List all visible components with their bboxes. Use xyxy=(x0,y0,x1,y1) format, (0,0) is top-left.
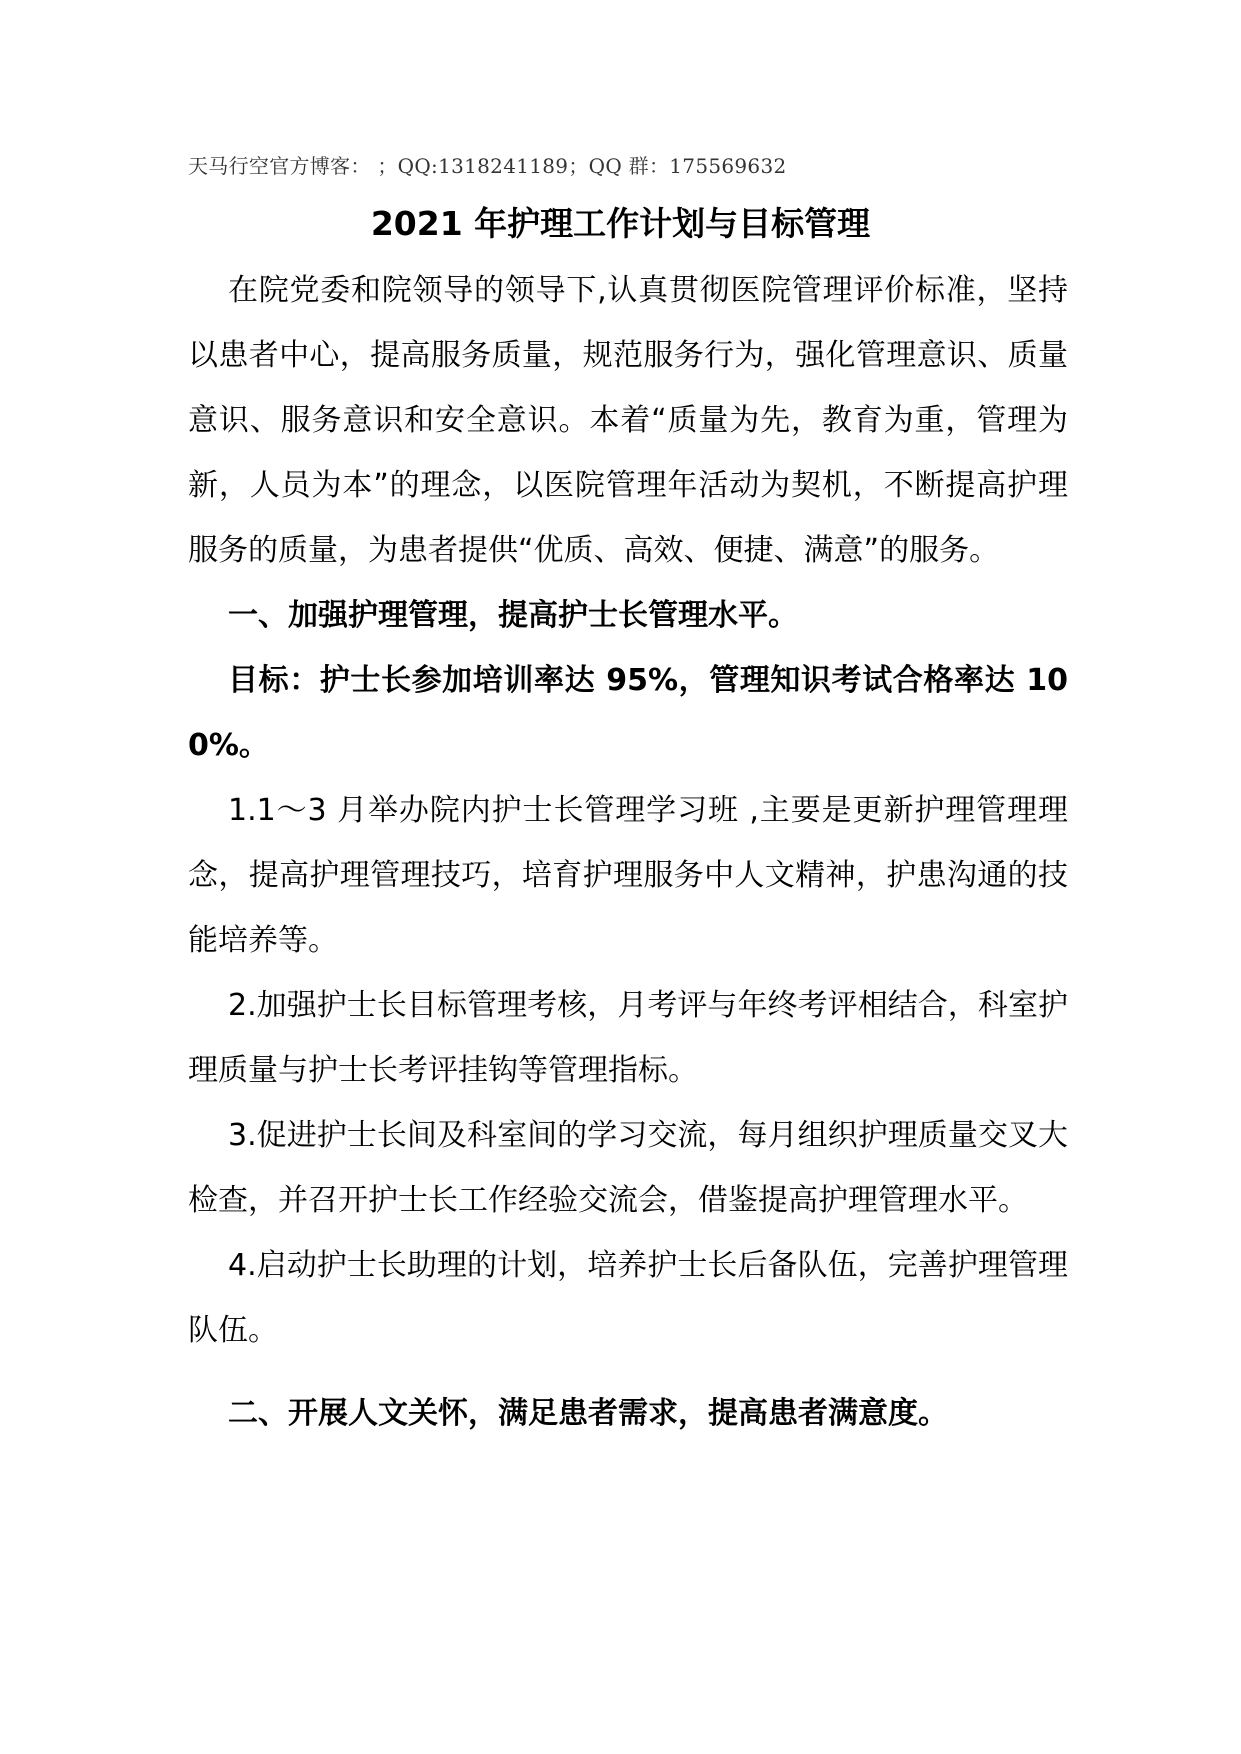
section-heading-2: 二、开展人文关怀，满足患者需求，提高患者满意度。 xyxy=(228,1396,948,1431)
intro-paragraph: 在院党委和院领导的领导下,认真贯彻医院管理评价标准，坚持以患者中心，提高服务质量，规范服务行为，强化管理意识、质量意识、服务意识和安全意识。本着“质量为先，教育为重，管理为新，人员为本”的理念，以医院管理年活动为契机，不断提高护理服务的质量，为患者提供“优质、高效、便捷、满意”的服务。 xyxy=(188,273,1068,568)
section-goal: 目标：护士长参加培训率达 95%，管理知识考试合格率达 100%。 xyxy=(188,663,1068,763)
list-item: 2.加强护士长目标管理考核，月考评与年终考评相结合，科室护理质量与护士长考评挂钩等管理指标。 xyxy=(188,988,1068,1088)
list-item: 4.启动护士长助理的计划，培养护士长后备队伍，完善护理管理队伍。 xyxy=(188,1248,1068,1348)
section-heading-1: 一、加强护理管理，提高护士长管理水平。 xyxy=(228,598,798,633)
document-body xyxy=(188,258,1068,1446)
blog-header: 天马行空官方博客： ；QQ:1318241189；QQ 群：175569632 xyxy=(188,154,787,178)
list-item: 1.1～3 月举办院内护士长管理学习班 ,主要是更新护理管理理念，提高护理管理技巧，培育护理服务中人文精神，护患沟通的技能培养等。 xyxy=(188,793,1068,958)
list-item: 3.促进护士长间及科室间的学习交流，每月组织护理质量交叉大检查，并召开护士长工作经验交流会，借鉴提高护理管理水平。 xyxy=(188,1118,1068,1218)
page-title: 2021 年护理工作计划与目标管理 xyxy=(370,204,871,243)
